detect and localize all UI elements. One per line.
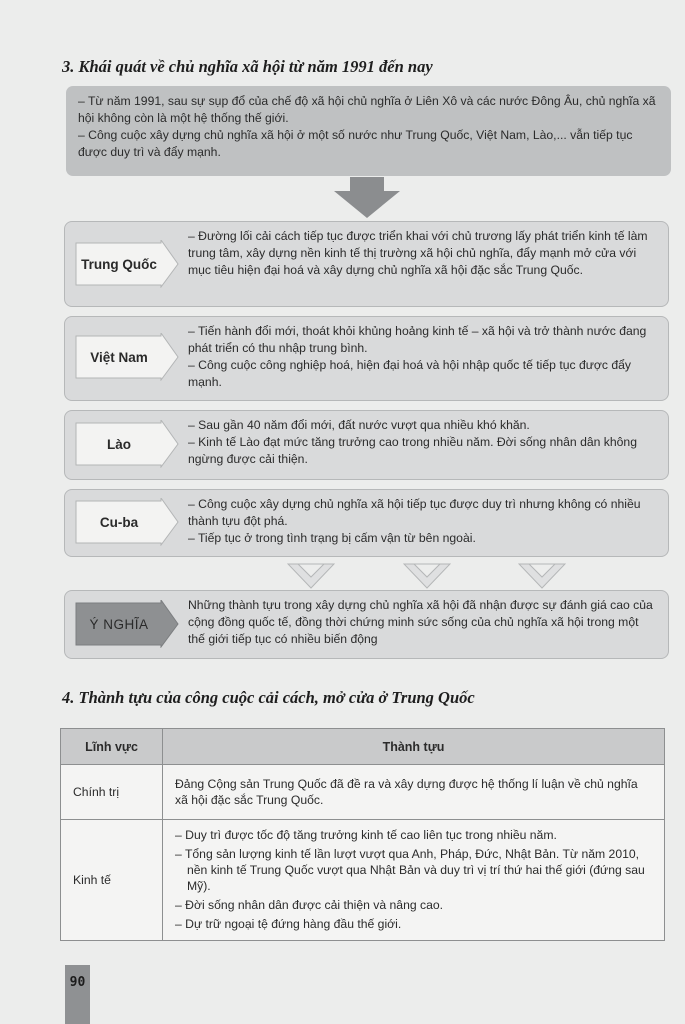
country-point: – Tiến hành đổi mới, thoát khỏi khủng hoảng kinh tế – xã hội và trở thành nước đang phát triển có thu nhập trung bình. [188, 324, 647, 355]
country-content [188, 496, 658, 547]
page-number: 90 [69, 975, 86, 990]
country-content [188, 323, 658, 391]
country-point: – Sau gần 40 năm đổi mới, đất nước vượt qua nhiều khó khăn. [188, 418, 530, 432]
country-tag [75, 498, 179, 546]
country-row-cuba [64, 489, 669, 557]
country-name: Trung Quốc [81, 256, 157, 272]
country-tag [75, 420, 179, 468]
country-row-china [64, 221, 669, 307]
chevron-down-icon [287, 563, 335, 589]
down-arrow-icon [332, 177, 402, 219]
intro-point: – Công cuộc xây dựng chủ nghĩa xã hội ở một số nước như Trung Quốc, Việt Nam, Lào,... vẫn tiếp tục được duy trì và đẩy mạnh. [78, 128, 633, 159]
chevron-down-icon [518, 563, 566, 589]
table-row [61, 765, 665, 820]
field-cell: Chính trị [61, 765, 163, 820]
chevron-down-icon [403, 563, 451, 589]
country-content [188, 417, 658, 468]
country-point: – Tiếp tục ở trong tình trạng bị cấm vận từ bên ngoài. [188, 531, 476, 545]
country-point: – Công cuộc công nghiệp hoá, hiện đại hoá và hội nhập quốc tế tiếp tục được đẩy mạnh. [188, 358, 632, 389]
country-name: Cu-ba [99, 514, 139, 530]
country-point: – Đường lối cải cách tiếp tục được triển khai với chủ trương lấy phát triển kinh tế làm trung tâm, xây dựng nền kinh tế thị trường xã hội chủ nghĩa, đẩy mạnh mở cửa với mục tiêu hiện đại hoá và xây dựng chủ nghĩa xã hội đặc sắc Trung Quốc. [188, 229, 648, 277]
country-point: – Kinh tế Lào đạt mức tăng trưởng cao trong nhiều năm. Đời sống nhân dân không ngừng được cải thiện. [188, 435, 637, 466]
country-content [188, 228, 658, 279]
intro-box [66, 86, 671, 176]
country-point: – Công cuộc xây dựng chủ nghĩa xã hội tiếp tục được duy trì nhưng không có nhiều thành tựu đột phá. [188, 497, 641, 528]
page-number-tab [65, 965, 90, 1024]
significance-text: Những thành tựu trong xây dựng chủ nghĩa xã hội đã nhận được sự đánh giá cao của cộng đồng quốc tế, đồng thời chứng minh sức sống của chủ nghĩa xã hội trong một thế giới tiếp tục có nhiều biến động [188, 598, 653, 646]
section-4-title: 4. Thành tựu của công cuộc cải cách, mở cửa ở Trung Quốc [62, 688, 475, 707]
header-achievement: Thành tựu [163, 729, 665, 765]
country-name: Lào [106, 436, 131, 452]
country-tag [75, 333, 179, 381]
significance-content [188, 597, 658, 648]
table-header-row [61, 729, 665, 765]
achievement-item: – Tổng sản lượng kinh tế lần lượt vượt qua Anh, Pháp, Đức, Nhật Bản. Từ năm 2010, nền kinh tế Trung Quốc vượt qua Nhật Bản và duy trì vị trí thứ hai thế giới (đứng sau Mỹ). [175, 847, 645, 893]
achievement-item: – Dự trữ ngoại tệ đứng hàng đầu thế giới. [175, 917, 402, 931]
field-cell: Kinh tế [61, 820, 163, 941]
country-row-vietnam [64, 316, 669, 401]
country-name: Việt Nam [90, 349, 148, 365]
intro-point: – Từ năm 1991, sau sự sụp đổ của chế độ xã hội chủ nghĩa ở Liên Xô và các nước Đông Âu, chủ nghĩa xã hội không còn là một hệ thống thế giới. [78, 94, 656, 125]
significance-tag [75, 600, 179, 648]
significance-row [64, 590, 669, 659]
achievements-table [60, 728, 665, 941]
country-tag [75, 240, 179, 288]
achievement-item: – Duy trì được tốc độ tăng trưởng kinh tế cao liên tục trong nhiều năm. [175, 828, 557, 842]
achievement-list [175, 827, 652, 932]
header-field: Lĩnh vực [61, 729, 163, 765]
section-3-title: 3. Khái quát về chủ nghĩa xã hội từ năm 1991 đến nay [62, 57, 433, 76]
achievement-cell [163, 820, 665, 941]
achievement-cell [163, 765, 665, 820]
achievement-item: – Đời sống nhân dân được cải thiện và nâng cao. [175, 898, 444, 912]
significance-label: Ý NGHĨA [89, 616, 149, 632]
country-row-laos [64, 410, 669, 480]
achievement-item: Đảng Cộng sản Trung Quốc đã đề ra và xây dựng được hệ thống lí luận về chủ nghĩa xã hội đặc sắc Trung Quốc. [175, 777, 638, 807]
table-row [61, 820, 665, 941]
